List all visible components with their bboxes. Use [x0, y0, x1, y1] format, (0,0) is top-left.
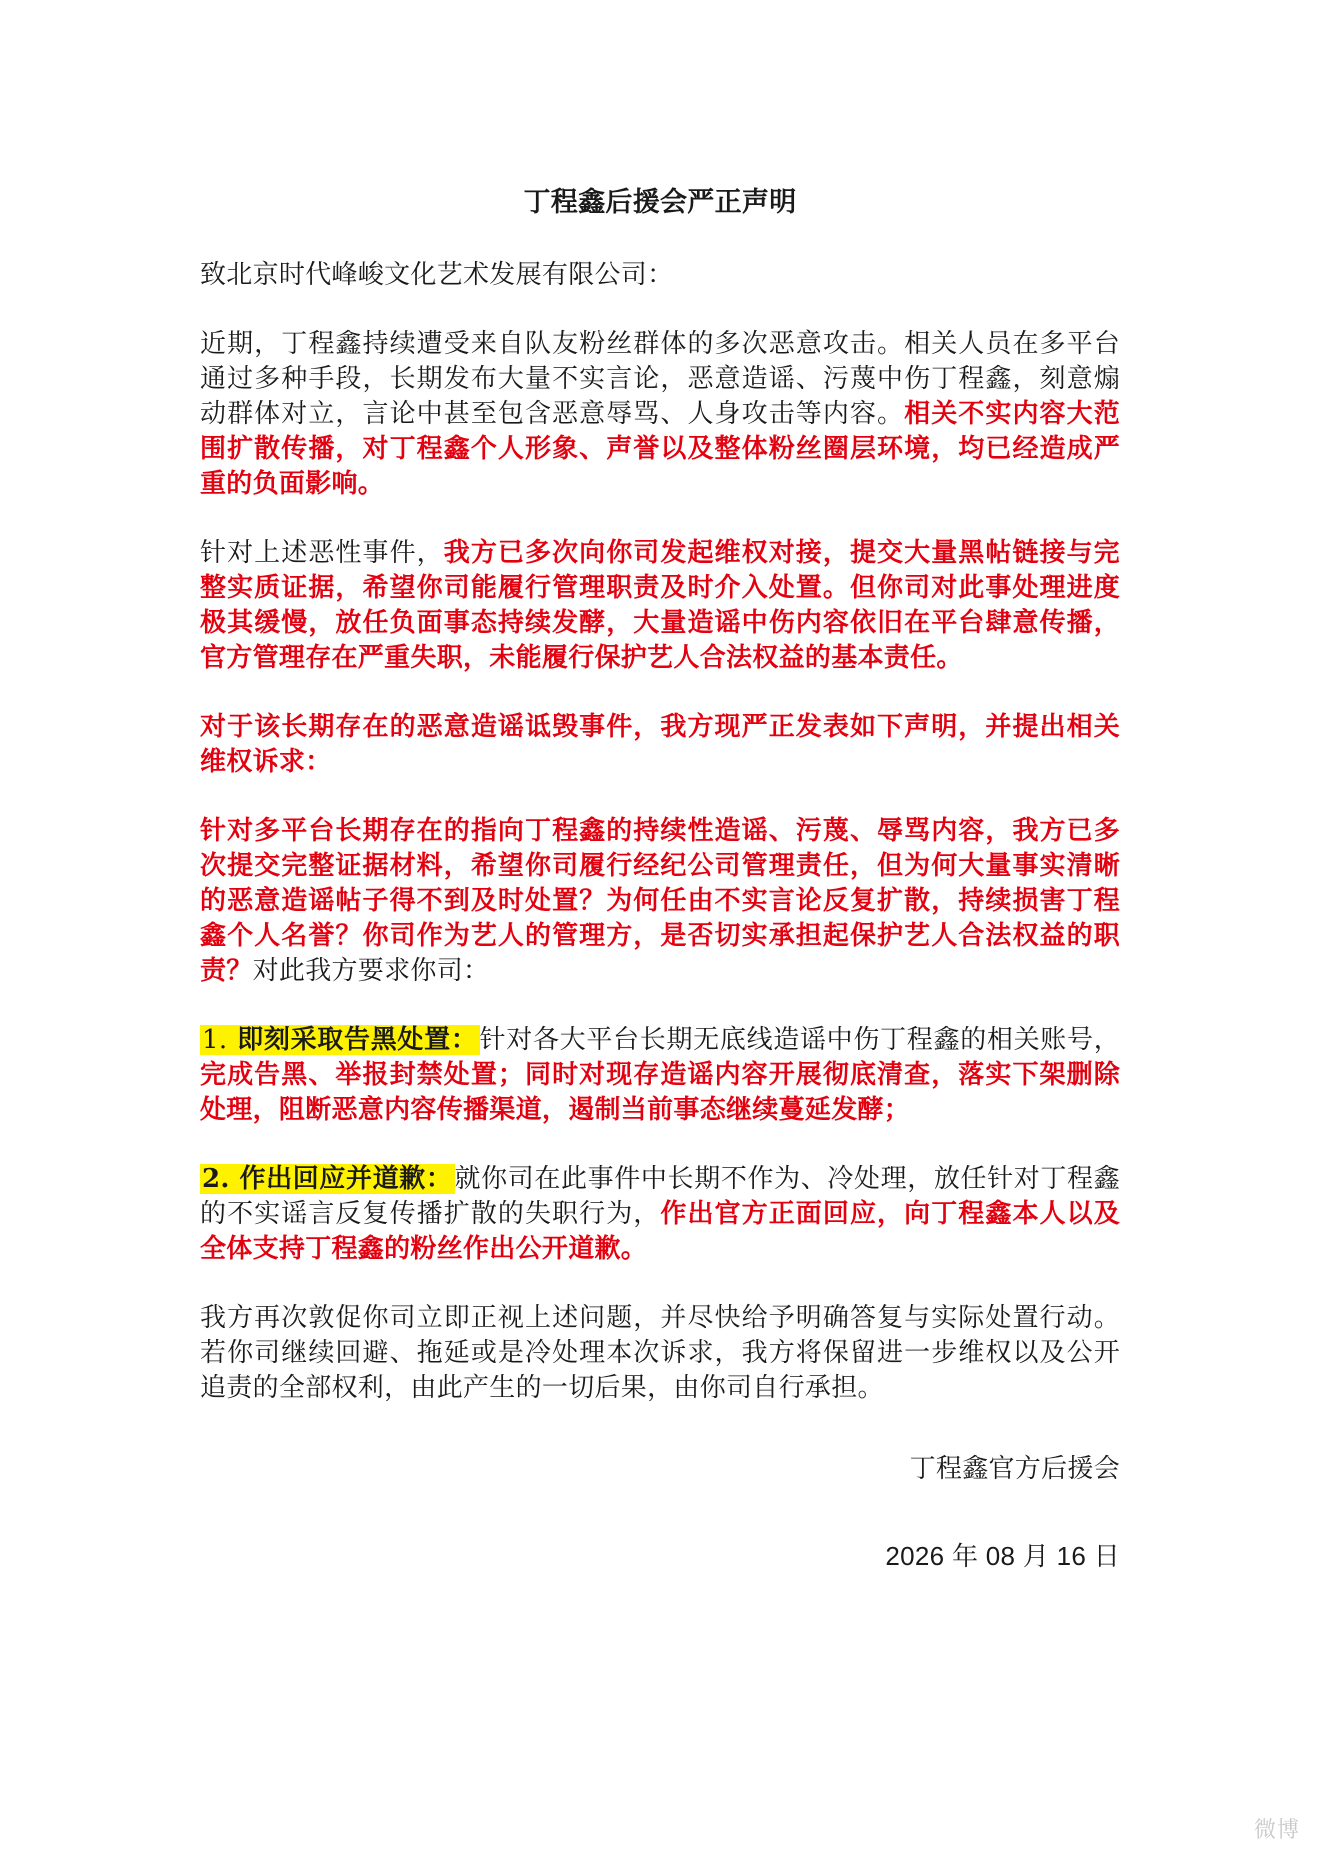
paragraph-1-emphasis: 相关不实内容大范围扩散传播，对丁程鑫个人形象、声誉以及整体粉丝圈层环境，均已经造成严重的负面影响。 [200, 399, 1120, 499]
demand-item-2-text: 就你司在此事件中长期不作为、冷处理，放任针对丁程鑫的不实谣言反复传播扩散的失职行为， [200, 1164, 1120, 1229]
demand-item-1-text: 针对各大平台长期无底线造谣中伤丁程鑫的相关账号， [479, 1025, 1121, 1055]
paragraph-4-emphasis: 针对多平台长期存在的指向丁程鑫的持续性造谣、污蔑、辱骂内容，我方已多次提交完整证据材料，希望你司履行经纪公司管理责任，但为何大量事实清晰的恶意造谣帖子得不到及时处置？为何任由不实言论反复扩散，持续损害丁程鑫个人名誉？你司作为艺人的管理方，是否切实承担起保护艺人合法权益的职责？ [200, 816, 1120, 986]
demand-item-2-heading [200, 1164, 455, 1194]
paragraph-4 [200, 814, 1120, 989]
paragraph-2-text: 针对上述恶性事件， [200, 538, 444, 568]
paragraph-4-text: 对此我方要求你司： [252, 956, 490, 986]
addressee-line: 致北京时代峰峻文化艺术发展有限公司： [200, 260, 674, 290]
paragraph-1 [200, 327, 1120, 502]
weibo-watermark: 微博 [1253, 1818, 1300, 1843]
paragraph-2 [200, 536, 1120, 676]
demand-item-2 [200, 1162, 1120, 1267]
demand-item-1 [200, 1023, 1120, 1128]
paragraph-2-emphasis: 我方已多次向你司发起维权对接，提交大量黑帖链接与完整实质证据，希望你司能履行管理职责及时介入处置。但你司对此事处理进度极其缓慢，放任负面事态持续发酵，大量造谣中伤内容依旧在平台肆意传播，官方管理存在严重失职，未能履行保护艺人合法权益的基本责任。 [200, 538, 1120, 673]
statement-document [200, 185, 1120, 1574]
demand-item-2-number: 2. [202, 1164, 230, 1194]
signature: 丁程鑫官方后援会 [909, 1454, 1120, 1484]
demand-item-2-emphasis: 作出官方正面回应，向丁程鑫本人以及全体支持丁程鑫的粉丝作出公开道歉。 [200, 1199, 1120, 1264]
paragraph-1-text: 近期，丁程鑫持续遭受来自队友粉丝群体的多次恶意攻击。相关人员在多平台通过多种手段，长期发布大量不实言论，恶意造谣、污蔑中伤丁程鑫，刻意煽动群体对立，言论中甚至包含恶意辱骂、人身攻击等内容。 [200, 329, 1120, 429]
demand-item-2-title: 作出回应并道歉： [239, 1164, 453, 1194]
paragraph-3 [200, 710, 1120, 780]
paragraph-3-emphasis: 对于该长期存在的恶意造谣诋毁事件，我方现严正发表如下声明，并提出相关维权诉求： [200, 712, 1120, 777]
demand-item-1-title: 即刻采取告黑处置： [237, 1025, 478, 1055]
demand-item-1-heading [200, 1025, 480, 1055]
paragraph-5: 我方再次敦促你司立即正视上述问题，并尽快给予明确答复与实际处置行动。若你司继续回避、拖延或是冷处理本次诉求，我方将保留进一步维权以及公开追责的全部权利，由此产生的一切后果，由你司自行承担。 [200, 1303, 1120, 1403]
statement-date: 2026 年 08 月 16 日 [885, 1541, 1120, 1571]
document-title: 丁程鑫后援会严正声明 [523, 187, 797, 218]
demand-item-1-number: 1. [202, 1025, 228, 1055]
demand-item-1-emphasis: 完成告黑、举报封禁处置；同时对现存造谣内容开展彻底清查，落实下架删除处理，阻断恶意内容传播渠道，遏制当前事态继续蔓延发酵； [200, 1060, 1120, 1125]
